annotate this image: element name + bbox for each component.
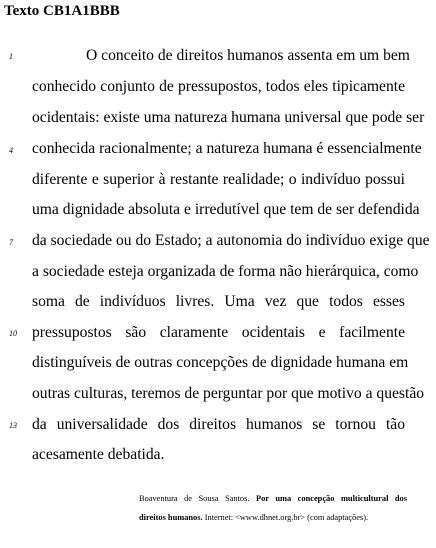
citation-line: [139, 493, 407, 504]
text-line: da universalidade dos direitos humanos se tornou tão: [32, 416, 405, 433]
text-line: a sociedade esteja organizada de forma não hierárquica, como: [32, 263, 419, 280]
line-number: 13: [9, 421, 17, 430]
citation-work: Por uma concepção multicultural dos: [255, 494, 408, 503]
text-line: acesamente debatida.: [32, 446, 165, 463]
line-number: 7: [9, 238, 13, 247]
text-line: conhecido conjunto de pressupostos, todos eles tipicamente: [32, 78, 405, 95]
text-line: distinguíveis de outras concepções de dignidade humana em: [32, 354, 409, 371]
text-line: uma dignidade absoluta e irredutível que tem de ser defendida: [32, 201, 420, 218]
text-line: conhecida racionalmente; a natureza humana é essencialmente: [32, 140, 422, 157]
text-line: outras culturas, teremos de perguntar por que motivo a questão: [32, 385, 425, 402]
line-number: 1: [9, 52, 13, 61]
citation-author: Boaventura de Sousa Santos.: [139, 494, 250, 503]
line-number: 10: [9, 329, 17, 338]
citation-work: direitos humanos.: [139, 513, 203, 522]
citation-line: [139, 512, 407, 523]
text-line: O conceito de direitos humanos assenta em um bem: [86, 47, 410, 64]
text-line: diferente e superior à restante realidade; o indivíduo possui: [32, 171, 405, 188]
text-line: pressupostos são claramente ocidentais e facilmente: [32, 324, 405, 341]
line-number: 4: [9, 146, 13, 155]
text-line: ocidentais: existe uma natureza humana universal que pode ser: [32, 109, 425, 126]
document-title: Texto CB1A1BBB: [4, 3, 120, 19]
citation-source: Internet: <www.dhnet.org.br> (com adaptações).: [204, 513, 369, 522]
text-line: da sociedade ou do Estado; a autonomia do indivíduo exige que: [32, 232, 430, 249]
text-line: soma de indivíduos livres. Uma vez que todos esses: [32, 293, 405, 310]
